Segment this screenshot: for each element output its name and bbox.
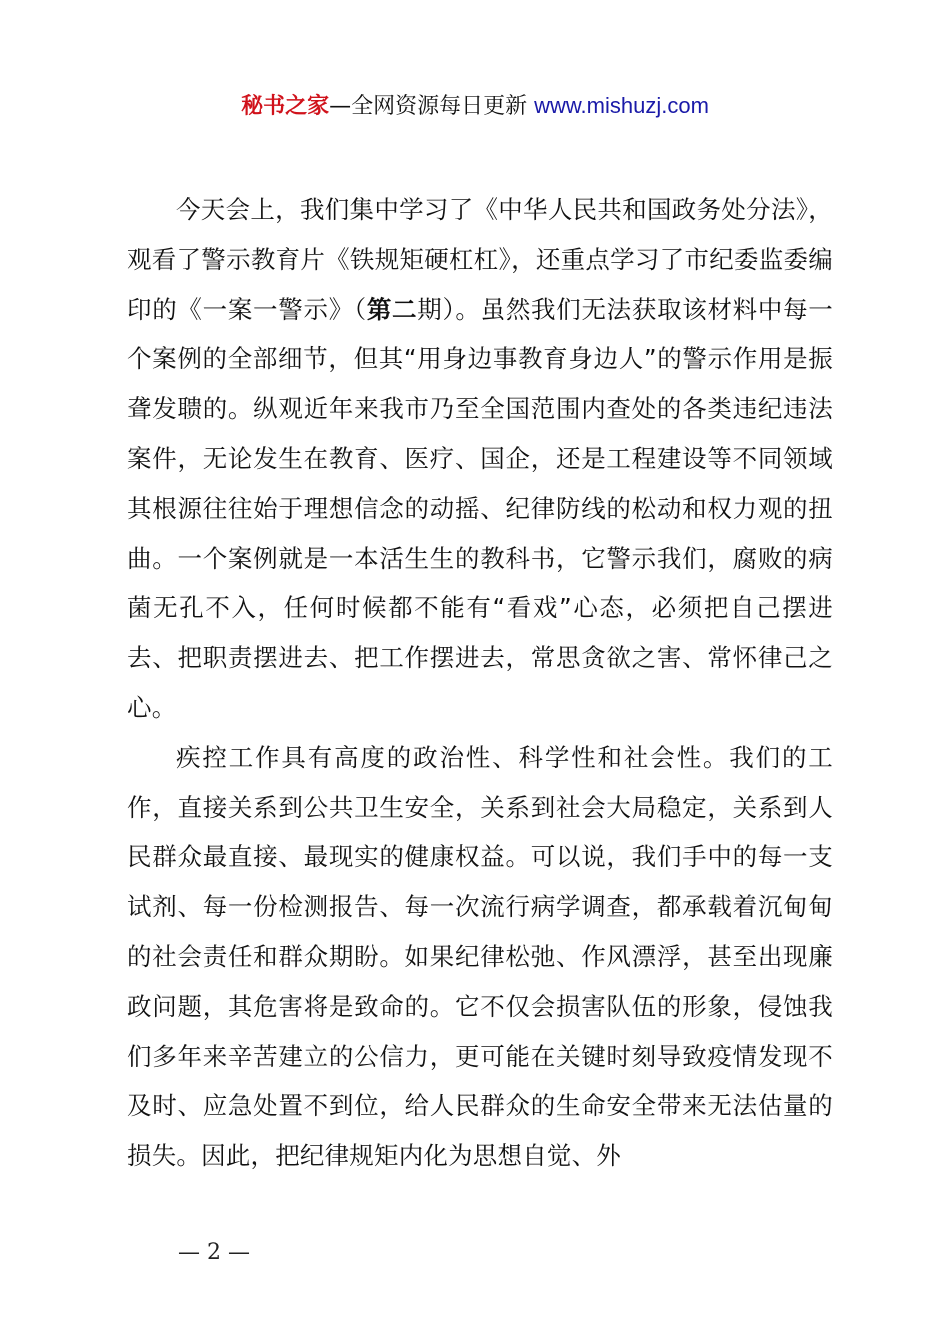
paragraph-1-text-end: 期）。虽然我们无法获取该材料中每一个案例的全部细节，但其“用身边事教育身边人”的警示作用是振聋发聩的。纵观近年来我市乃至全国范围内查处的各类违纪违法案件，无论发生在教育、医疗、国企，还是工程建设等不同领域其根源往往始于理想信念的动摇、纪律防线的松动和权力观的扭曲。一个案例就是一本活生生的教科书，它警示我们，腐败的病菌无孔不入，任何时候都不能有“看戏”心态，必须把自己摆进去、把职责摆进去、把工作摆进去，常思贪欲之害、常怀律己之心。 [127, 294, 834, 722]
brand-name: 秘书之家 [241, 94, 330, 119]
paragraph-1-text-start: 今天会上，我们集中学习了《中华人民共和国政务处分法》，观看了警示教育片《铁规矩硬杠杠》，还重点学习了市纪委监委编印的《一案一警示》（ [127, 195, 833, 324]
page-number: — 2 — [178, 1240, 250, 1265]
paragraph-1-bold-text: 第二 [366, 294, 418, 324]
paragraph-1 [127, 185, 833, 733]
header-separator: — [329, 94, 352, 119]
document-body [127, 185, 833, 1181]
page-header [0, 86, 950, 127]
header-tagline: 全网资源每日更新 [351, 94, 528, 119]
paragraph-2: 疾控工作具有高度的政治性、科学性和社会性。我们的工作，直接关系到公共卫生安全，关系到社会大局稳定，关系到人民群众最直接、最现实的健康权益。可以说，我们手中的每一支试剂、每一份检测报告、每一次流行病学调查，都承载着沉甸甸的社会责任和群众期盼。如果纪律松弛、作风漂浮，甚至出现廉政问题，其危害将是致命的。它不仅会损害队伍的形象，侵蚀我们多年来辛苦建立的公信力，更可能在关键时刻导致疫情发现不及时、应急处置不到位，给人民群众的生命安全带来无法估量的损失。因此，把纪律规矩内化为思想自觉、外 [127, 742, 833, 1171]
header-url-link[interactable]: www.mishuzj.com [534, 93, 709, 118]
